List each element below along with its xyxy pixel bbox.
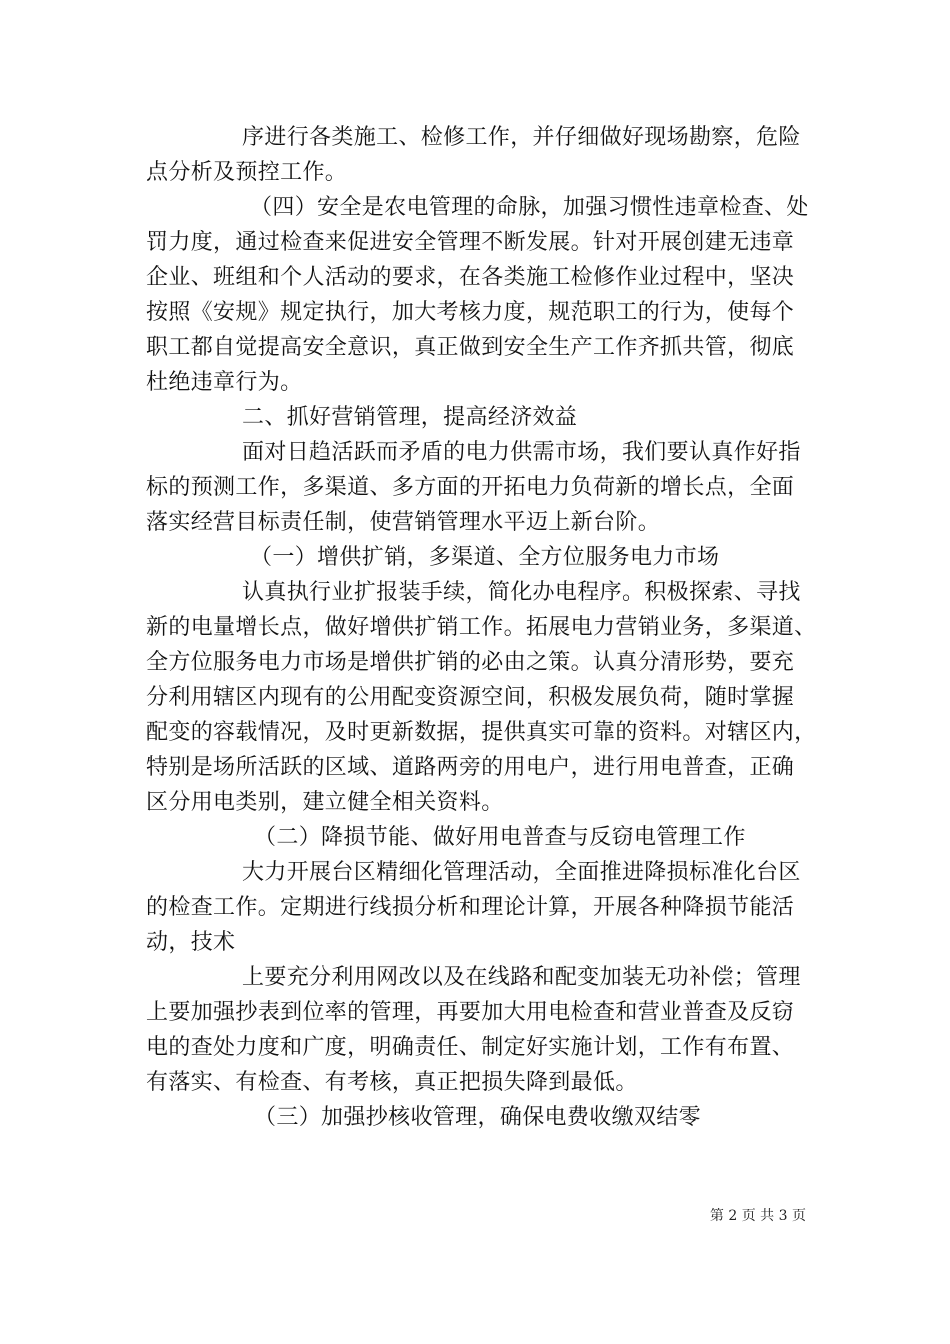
text-line: 罚力度，通过检查来促进安全管理不断发展。针对开展创建无违章 [146, 230, 795, 255]
text-line: 大力开展台区精细化管理活动，全面推进降损标准化台区 [242, 860, 801, 885]
text-line: 有落实、有检查、有考核，真正把损失降到最低。 [146, 1070, 638, 1095]
text-line: 按照《安规》规定执行，加大考核力度，规范职工的行为，使每个 [146, 300, 795, 325]
text-line: 点分析及预控工作。 [146, 160, 348, 185]
text-line: 的检查工作。定期进行线损分析和理论计算，开展各种降损节能活 [146, 895, 795, 920]
text-line: （四）安全是农电管理的命脉，加强习惯性违章检查、处 [250, 195, 809, 220]
text-line: 全方位服务电力市场是增供扩销的必由之策。认真分清形势，要充 [146, 650, 795, 675]
text-line: 新的电量增长点，做好增供扩销工作。拓展电力营销业务，多渠道、 [146, 615, 817, 640]
subsection-heading: （二）降损节能、做好用电普查与反窃电管理工作 [254, 825, 746, 850]
text-line: 配变的容载情况，及时更新数据，提供真实可靠的资料。对辖区内， [146, 720, 817, 745]
subsection-heading: （三）加强抄核收管理，确保电费收缴双结零 [254, 1105, 702, 1130]
text-line: 动，技术 [146, 930, 236, 955]
text-line: 企业、班组和个人活动的要求，在各类施工检修作业过程中，坚决 [146, 265, 795, 290]
text-line: 上要加强抄表到位率的管理，再要加大用电检查和营业普查及反窃 [146, 1000, 795, 1025]
text-line: 特别是场所活跃的区域、道路两旁的用电户，进行用电普查，正确 [146, 755, 795, 780]
text-line: 面对日趋活跃而矛盾的电力供需市场，我们要认真作好指 [242, 440, 801, 465]
text-line: 分利用辖区内现有的公用配变资源空间，积极发展负荷，随时掌握 [146, 685, 795, 710]
text-line: 杜绝违章行为。 [146, 370, 303, 395]
section-heading: 二、抓好营销管理，提高经济效益 [242, 405, 578, 430]
text-line: 落实经营目标责任制，使营销管理水平迈上新台阶。 [146, 510, 661, 535]
text-line: 区分用电类别，建立健全相关资料。 [146, 790, 504, 815]
text-line: 电的查处力度和广度，明确责任、制定好实施计划，工作有布置、 [146, 1035, 795, 1060]
subsection-heading: （一）增供扩销，多渠道、全方位服务电力市场 [250, 545, 720, 570]
text-line: 标的预测工作，多渠道、多方面的开拓电力负荷新的增长点，全面 [146, 475, 795, 500]
text-line: 序进行各类施工、检修工作，并仔细做好现场勘察，危险 [242, 125, 801, 150]
text-line: 职工都自觉提高安全意识，真正做到安全生产工作齐抓共管，彻底 [146, 335, 795, 360]
text-line: 认真执行业扩报装手续，简化办电程序。积极探索、寻找 [242, 580, 801, 605]
document-body [146, 120, 817, 1135]
page-number: 第 2 页 共 3 页 [709, 1208, 806, 1224]
text-line: 上要充分利用网改以及在线路和配变加装无功补偿；管理 [242, 965, 801, 990]
